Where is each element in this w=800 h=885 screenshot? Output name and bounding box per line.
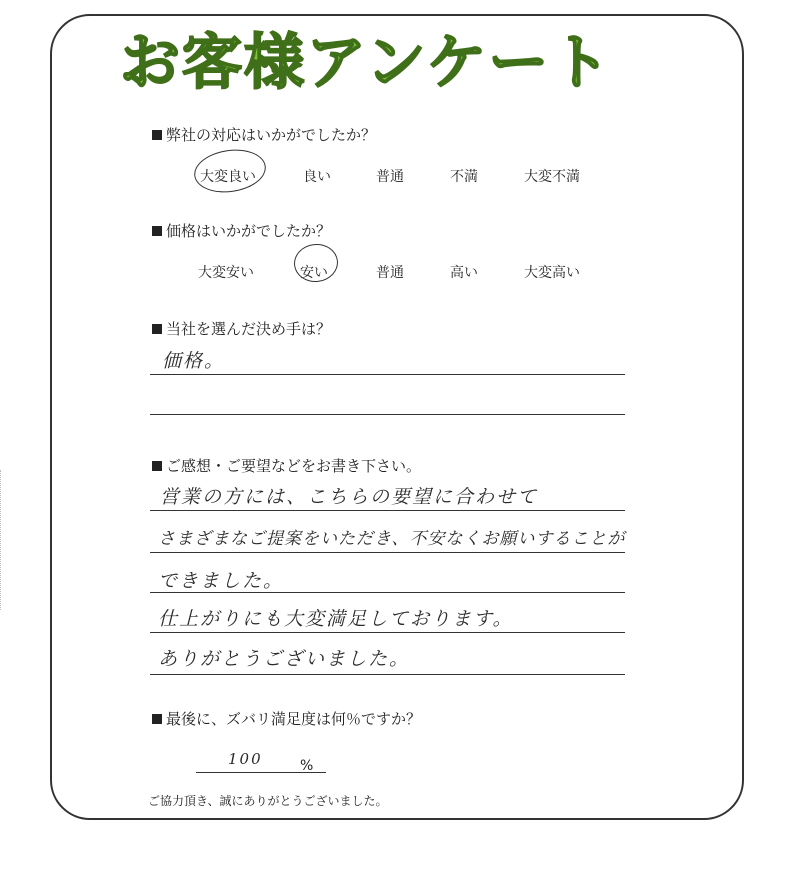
- question-2: [152, 220, 331, 241]
- question-2-text: 価格はいかがでしたか？: [166, 222, 332, 240]
- answer-line: [150, 674, 625, 675]
- q5-handwritten-answer: 100: [228, 750, 263, 768]
- question-5: [152, 708, 421, 729]
- q4-handwritten-line-5: ありがとうございました。: [158, 648, 411, 670]
- footer-thanks: ご協力頂き、誠にありがとうございました。: [148, 794, 388, 808]
- q5-percent-unit: %: [300, 758, 314, 774]
- answer-line: [150, 592, 625, 593]
- answer-line: [150, 374, 625, 375]
- q4-handwritten-line-4: 仕上がりにも大変満足しております。: [158, 608, 514, 630]
- percent-answer-line: [196, 772, 326, 773]
- bullet-square-icon: [152, 324, 162, 334]
- question-3-text: 当社を選んだ決め手は？: [166, 320, 332, 338]
- q1-option-very-good: 大変良い: [200, 169, 256, 185]
- scan-edge-mark: [0, 470, 11, 610]
- answer-line: [150, 552, 625, 553]
- question-5-text: 最後に、ズバリ満足度は何％ですか？: [166, 710, 422, 728]
- bullet-square-icon: [152, 461, 162, 471]
- q1-option-very-dissatisfied: 大変不満: [524, 169, 580, 185]
- q1-option-good: 良い: [303, 169, 331, 185]
- q2-option-expensive: 高い: [450, 265, 478, 281]
- answer-line: [150, 414, 625, 415]
- q2-option-very-expensive: 大変高い: [524, 265, 580, 281]
- survey-title: お客様アンケート: [120, 28, 613, 98]
- q2-option-cheap: 安い: [300, 265, 328, 281]
- q4-handwritten-line-2: さまざまなご提案をいただき、不安なくお願いすることが: [158, 529, 626, 549]
- question-1: [152, 124, 376, 145]
- q4-handwritten-line-3: できました。: [158, 570, 285, 592]
- q1-option-dissatisfied: 不満: [450, 169, 478, 185]
- bullet-square-icon: [152, 714, 162, 724]
- question-4-text: ご感想・ご要望などをお書き下さい。: [166, 457, 422, 475]
- q2-option-very-cheap: 大変安い: [198, 265, 254, 281]
- q2-option-average: 普通: [376, 265, 404, 281]
- question-1-text: 弊社の対応はいかがでしたか？: [166, 126, 377, 144]
- bullet-square-icon: [152, 226, 162, 236]
- q1-option-average: 普通: [376, 169, 404, 185]
- question-3: [152, 318, 331, 339]
- answer-line: [150, 510, 625, 511]
- bullet-square-icon: [152, 130, 162, 140]
- answer-line: [150, 632, 625, 633]
- q3-handwritten-answer: 価格。: [162, 350, 226, 372]
- question-4: [152, 455, 421, 476]
- q4-handwritten-line-1: 営業の方には、こちらの要望に合わせて: [160, 486, 539, 508]
